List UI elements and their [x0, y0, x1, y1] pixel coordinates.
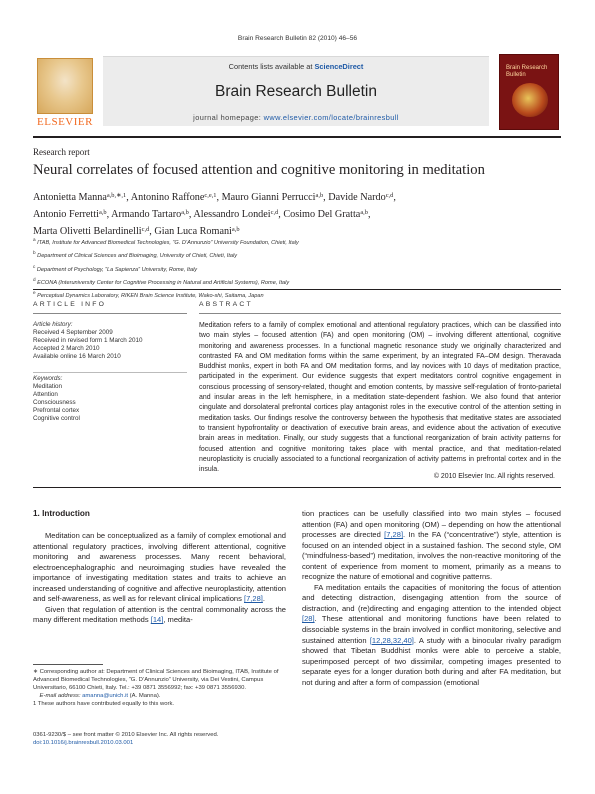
affiliation-label: b [33, 250, 36, 256]
keyword-item[interactable]: Cognitive control [33, 415, 80, 422]
journal-title[interactable]: Brain Research Bulletin [215, 83, 377, 100]
author-name[interactable]: Antonio Ferretti [33, 209, 99, 220]
paragraph-text: FA meditation entails the capacities of monitoring the focus of attention and detecting distraction, disengaging attention from the source of distraction, and (re)directing and engaging attention to the intended object [302, 582, 561, 613]
article-info-heading: ARTICLE INFO [33, 301, 107, 308]
abstract-body: Meditation refers to a family of complex emotional and attentional regulatory practices, which can be classified into two main styles – focused attention (FA) and open monitoring (OM) – involving different attentional, cognitive monitoring and awareness processes. In a functional magnetic resonance study we originally characterized and contrasted FA and OM meditation forms within the same experiment, by an integrated FA–OM design. Theravada Buddhist monks, expert in both FA and OM meditation forms, and lay novices with 10 days of meditation practice, participated in the experiment. Our evidence suggests that expert meditators control cognitive engagement in conscious processing of sensory-related, thought and emotion contents, by massive self-regulation of fronto-parietal and insular areas in the left hemisphere, in a meditation state-dependent fashion. We also found that anterior cingulate and dorsolateral prefrontal cortices play antagonist roles in the executive control of the attention setting in meditation tasks. Our findings resolve the controversy between the hypothesis that meditative states are associated to transient hypofrontality or deactivation of executive brain areas, and evidence about the activation of executive brain areas in meditation. Finally, our study suggests that a functional reorganization of brain activity patterns for focused attention and cognitive monitoring takes place with mental practice, and that meditation-related neuroplasticity is crucially associated to a functional reorganization of activity patterns in prefrontal cortex and in the insula. [199, 322, 561, 474]
affiliation-item [33, 262, 561, 275]
author-affil: a,b [98, 209, 107, 216]
author-affil: a,b [231, 226, 240, 233]
author-name[interactable]: Antonietta Manna [33, 192, 107, 203]
elsevier-tree-icon [37, 58, 93, 114]
author-name[interactable]: Davide Nardo [328, 192, 386, 203]
header-divider [33, 136, 561, 138]
cover-art-image [512, 83, 548, 117]
history-item: Accepted 2 March 2010 [33, 345, 100, 352]
email-link[interactable]: amanna@unich.it [82, 693, 129, 699]
affiliation-item [33, 248, 561, 261]
email-note [33, 692, 286, 700]
footnote-divider [33, 664, 103, 665]
history-label: Article history: [33, 321, 73, 328]
citation-link[interactable]: [14] [150, 615, 164, 625]
affiliation-label: d [33, 276, 36, 282]
affiliation-item [33, 235, 561, 248]
homepage-prefix: journal homepage: [193, 113, 264, 122]
body-paragraph [33, 531, 286, 605]
citation-link[interactable]: [7,28] [244, 594, 263, 604]
paragraph-text: Given that regulation of attention is the central commonality across the many different meditation methods [33, 604, 286, 625]
author-affil: a,b [315, 192, 324, 199]
citation-link[interactable]: [7,28] [384, 530, 404, 540]
journal-masthead [33, 56, 561, 132]
body-paragraph [33, 605, 286, 626]
citation-link[interactable]: [28] [302, 614, 315, 624]
keywords-label: Keywords: [33, 375, 63, 382]
keyword-item[interactable]: Prefrontal cortex [33, 407, 80, 414]
history-item: Available online 16 March 2010 [33, 353, 121, 360]
paper-title: Neural correlates of focused attention and cognitive monitoring in meditation [33, 162, 485, 178]
author-affil: c,d [141, 226, 150, 233]
author-name[interactable]: Alessandro Londei [193, 209, 271, 220]
keyword-item[interactable]: Consciousness [33, 399, 76, 406]
running-head: Brain Research Bulletin 82 (2010) 46–56 [237, 35, 358, 42]
author-affil: c,e,1 [204, 192, 217, 199]
keyword-item[interactable]: Attention [33, 391, 58, 398]
body-column-left [33, 531, 286, 626]
doi-link[interactable]: doi:10.1016/j.brainresbull.2010.03.001 [33, 740, 134, 746]
email-suffix: (A. Manna). [128, 693, 161, 699]
affiliation-text: Perceptual Dynamics Laboratory, RIKEN Brain Science Institute, Wako-shi, Saitama, Japan [37, 292, 264, 299]
author-affil: c,d [270, 209, 279, 216]
author-name[interactable]: Armando Tartaro [111, 209, 182, 220]
equal-contribution-note: 1 These authors have contributed equally to this work. [33, 701, 175, 707]
email-label: E-mail address: [39, 693, 83, 699]
citation-link[interactable]: [12,28,32,40] [369, 635, 414, 645]
elsevier-logo[interactable] [33, 56, 97, 130]
affiliation-label: c [33, 263, 36, 269]
affiliation-text: Department of Psychology, “La Sapienza” University, Rome, Italy [36, 266, 198, 273]
paragraph-text: Meditation can be conceptualized as a family of complex emotional and attentional regulatory practices, involving different attentional, cognitive monitoring and awareness processes. Many recent behavioral, electroencephalographic and neuroimaging studies have revealed the importance of investigating meditation states and traits to achieve an increased understanding of cognitive and affective neuroplasticity, attention and self-awareness, as well as for relevant clinical implications [33, 531, 286, 604]
abstract-copyright: © 2010 Elsevier Inc. All rights reserved. [433, 473, 555, 480]
affiliation-text: ITAB, Institute for Advanced Biomedical Technologies, “G. D’Annunzio” University Foundation, Chieti, Italy [37, 239, 299, 246]
history-item: Received in revised form 1 March 2010 [33, 337, 143, 344]
paragraph-text: . In the FA (“concentrative”) style, attention is focused on an intended object in a sustained fashion. The second style, OM (“mindfulness-based”) meditation, involves the non-reactive monitoring of the content of experience from moment to moment, primarily as a means to recognize the nature of emotional and cognitive patterns. [302, 530, 562, 582]
footnotes [33, 668, 286, 708]
body-paragraph [302, 509, 561, 583]
affiliation-item [33, 288, 561, 301]
history-item: Received 4 September 2009 [33, 329, 113, 336]
affiliation-list [33, 235, 561, 301]
issn-line: 0361-9230/$ – see front matter © 2010 Elsevier Inc. All rights reserved. [33, 732, 219, 738]
body-paragraph [302, 583, 561, 688]
article-info-divider [33, 313, 187, 314]
abstract-heading: ABSTRACT [199, 301, 253, 308]
author-name[interactable]: Antonino Raffone [130, 192, 205, 203]
paragraph-text: . These attentional and monitoring functions have been related to dissociable systems in the brain involved in conflict monitoring, selective and sustained attention [302, 614, 561, 645]
affiliation-item [33, 275, 561, 288]
author-name[interactable]: Mauro Gianni Perrucci [221, 192, 316, 203]
affiliation-text: ECONA (Interuniversity Center for Cognitive Processing in Natural and Artificial Systems), Rome, Italy [37, 279, 290, 286]
homepage-link[interactable]: www.elsevier.com/locate/brainresbull [263, 113, 399, 122]
body-column-right [302, 509, 561, 688]
contents-prefix: Contents lists available at [228, 62, 315, 71]
keywords-divider [33, 372, 187, 373]
paragraph-text: . [262, 594, 265, 604]
contents-line [103, 62, 489, 71]
abstract-divider [199, 313, 561, 314]
keyword-list [33, 375, 187, 423]
article-section: Research report [33, 147, 90, 157]
cover-title: Brain Research Bulletin [506, 65, 548, 78]
paragraph-text: , medita- [163, 615, 193, 625]
author-name[interactable]: Marta Olivetti Belardinelli [33, 226, 142, 237]
author-affil: a,b [360, 209, 368, 216]
article-history [33, 321, 187, 361]
publisher-name: ELSEVIER [37, 116, 93, 128]
author-affil: a,b,∗,1 [106, 192, 127, 199]
affiliation-label: e [33, 290, 36, 296]
sciencedirect-link[interactable]: ScienceDirect [314, 62, 364, 71]
author-list: Antonietta Manna$^{a,b,∗,1}$, Antonino Raffone$^{c,e,1}$, Mauro Gianni Perrucci$^{a,b}$, Davide Nardo$^{c,d}$, Antonio Ferretti$^{a,b}$, Armando Tartaro$^{a,b}$, Alessandro Londei$^{c,d}$, Cosimo Del Gratta$^{a,b}$, Marta Olivetti Belardinelli$^{c,d}$, Gian Luca Romani$^{a,b}$ [33, 192, 396, 237]
abstract-end-divider [33, 487, 561, 488]
affiliation-divider [33, 289, 561, 290]
author-name[interactable]: Gian Luca Romani [154, 226, 232, 237]
journal-homepage [103, 113, 489, 122]
author-name[interactable]: Cosimo Del Gratta [283, 209, 361, 220]
paragraph-text: tion practices can be usefully classified into two main styles – focused attention (FA) and open monitoring (OM) – depending on how the attentional processes are directed [302, 509, 561, 540]
affiliation-text: Department of Clinical Sciences and Bioimaging, University of Chieti, Chieti, Italy [37, 253, 238, 260]
author-affil: c,d [385, 192, 394, 199]
front-matter-info [33, 731, 293, 747]
journal-banner [103, 56, 489, 126]
affiliation-label: a [33, 237, 36, 242]
corresponding-author-note: ∗ Corresponding author at: Department of Clinical Sciences and Bioimaging, ITAB, Institute of Advanced Biomedical Technologies, “G. D’Annunzio” University, via Dei Vestini, Campus Universitario, 66100 Chieti, Italy. Tel.: +39 0871 3556992; fax: +39 0871 3556930. [33, 669, 279, 691]
author-affil: a,b [181, 209, 189, 216]
journal-cover-thumbnail[interactable] [499, 54, 559, 130]
introduction-heading: 1. Introduction [33, 509, 90, 518]
paragraph-text: . A study with a binocular rivalry paradigm showed that Tibetan Buddhist monks were able to perceive a stable, superimposed percept of two dissimilar, competing images presented to separate eyes for a longer duration both during and after FA meditation, but not during and after a form of compassion (emotional [302, 635, 562, 687]
keyword-item[interactable]: Meditation [33, 383, 63, 390]
